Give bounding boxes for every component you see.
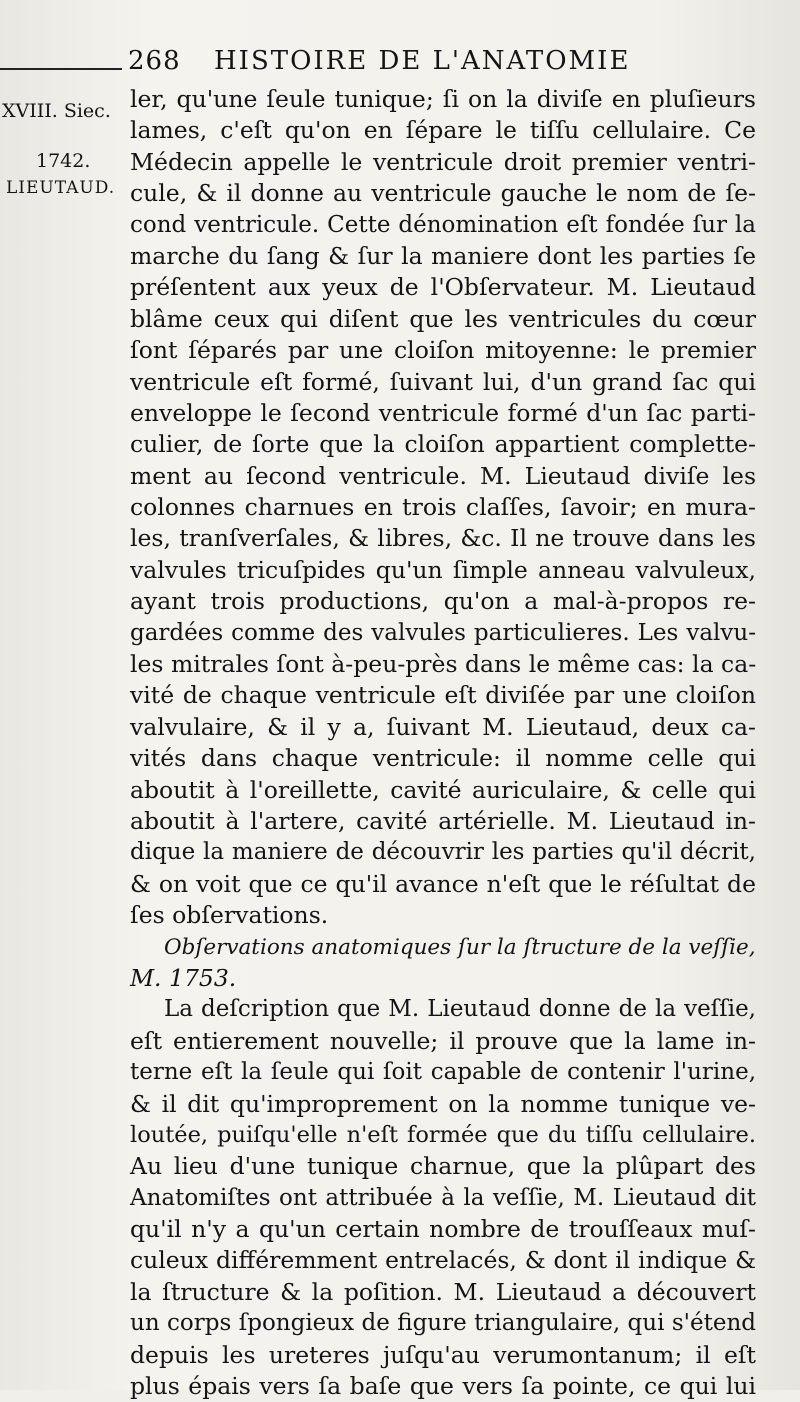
text-line: vité de chaque ventricule eſt diviſée par une cloiſon [130, 681, 756, 710]
text-line: enveloppe le ſecond ventricule formé d'un ſac parti- [130, 398, 756, 427]
text-line: loutée, puiſqu'elle n'eſt formée que du tiſſu cellulaire. [130, 1121, 756, 1148]
text-line: les mitrales ſont à-peu-près dans le même cas: la ca- [130, 650, 757, 679]
margin-note-year: 1742. [36, 150, 91, 172]
text-line: un corps ſpongieux de figure triangulaire, qui s'étend [130, 1310, 756, 1337]
text-line: Anatomiſtes ont attribuée à la veſſie, M. Lieutaud dit [130, 1184, 756, 1211]
text-line: la ſtructure & la poſition. M. Lieutaud a découvert [130, 1277, 756, 1306]
text-line: valvulaire, & il y a, ſuivant M. Lieutaud, deux ca- [130, 712, 756, 741]
text-line: & on voit que ce qu'il avance n'eſt que le réſultat de [130, 869, 756, 898]
text-line: culeux différemment entrelacés, & dont il indique & [130, 1246, 756, 1275]
text-line: depuis les ureteres juſqu'au verumontanum; il eſt [130, 1340, 756, 1369]
text-line: gardées comme des valvules particulieres. Les valvu- [130, 619, 756, 646]
margin-note-century: XVIII. Siec. [2, 100, 111, 122]
body-text [130, 84, 756, 1402]
page-number: 268 [128, 46, 181, 76]
header-rule [0, 68, 122, 70]
text-line: vités dans chaque ventricule: il nomme celle qui [130, 744, 756, 773]
text-line: aboutit à l'oreillette, cavité auriculaire, & celle qui [130, 775, 756, 804]
text-line: marche du ſang & ſur la maniere dont les parties ſe [130, 241, 756, 270]
text-line: Au lieu d'une tunique charnue, que la plûpart des [130, 1152, 756, 1181]
text-line: colonnes charnues en trois claſſes, ſavoir; en mura- [130, 493, 756, 522]
text-line: cule, & il donne au ventricule gauche le nom de ſe- [130, 179, 756, 208]
text-line: ſes obſervations. [130, 901, 329, 930]
text-line: lames, c'eſt qu'on en ſépare le tiſſu cellulaire. Ce [130, 116, 756, 145]
running-header [128, 46, 778, 80]
section-heading-date: M. 1753. [130, 963, 237, 992]
text-line: culier, de ſorte que la cloiſon appartient complette- [130, 430, 756, 459]
text-line: La deſcription que M. Lieutaud donne de la veſſie, [164, 996, 756, 1023]
text-line: les, tranſverſales, & libres, &c. Il ne trouve dans les [130, 524, 756, 553]
text-line: cond ventricule. Cette dénomination eſt fondée ſur la [130, 211, 756, 238]
text-line: ventricule eſt formé, ſuivant lui, d'un grand ſac qui [130, 367, 756, 396]
text-line: & il dit qu'improprement on la nomme tunique ve- [130, 1089, 756, 1118]
text-line: qu'il n'y a qu'un certain nombre de trouſſeaux muſ- [130, 1215, 756, 1244]
section-heading: Obſervations anatomiques ſur la ſtructure de la veſſie, [164, 934, 756, 960]
text-line: préſentent aux yeux de l'Obſervateur. M. Lieutaud [130, 273, 756, 302]
running-title: HISTOIRE DE L'ANATOMIE [214, 46, 631, 76]
text-line: dique la maniere de découvrir les parties qu'il décrit, [130, 839, 756, 866]
text-line: aboutit à l'artere, cavité artérielle. M. Lieutaud in- [130, 806, 756, 835]
text-line: eſt entierement nouvelle; il prouve que la lame in- [130, 1026, 756, 1055]
text-line: ſont ſéparés par une cloiſon mitoyenne: le premier [130, 336, 756, 365]
text-line: ler, qu'une ſeule tunique; ſi on la diviſe en pluſieurs [130, 85, 756, 113]
text-line: blâme ceux qui diſent que les ventricules du cœur [130, 304, 756, 333]
text-line: plus épais vers ſa baſe que vers ſa pointe, ce qui lui [130, 1372, 756, 1401]
text-line: valvules tricuſpides qu'un ſimple anneau valvuleux, [130, 555, 756, 584]
text-line: Médecin appelle le ventricule droit premier ventri- [130, 147, 756, 176]
text-line: ayant trois productions, qu'on a mal-à-propos re- [130, 587, 756, 616]
text-line: terne eſt la ſeule qui ſoit capable de contenir l'urine, [130, 1059, 756, 1086]
text-line: ment au ſecond ventricule. M. Lieutaud diviſe les [130, 461, 756, 490]
margin-note-author: LIEUTAUD. [6, 178, 116, 198]
